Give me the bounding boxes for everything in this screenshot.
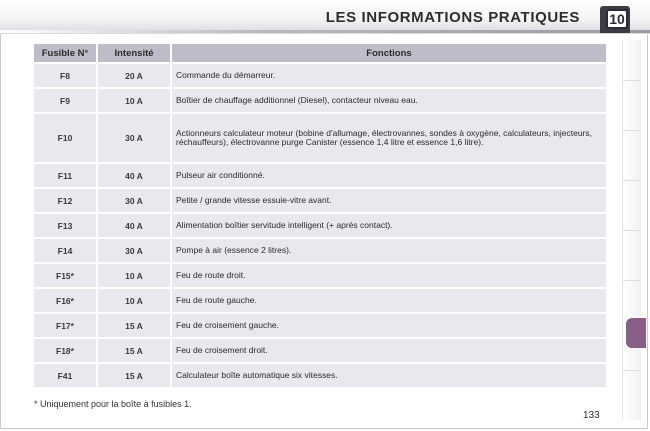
rail-divider (623, 280, 641, 281)
fuse-amperage: 15 A (98, 364, 170, 387)
fuse-function: Feu de route droit. (172, 264, 606, 287)
table-row (34, 189, 606, 212)
table-row (34, 89, 606, 112)
fuse-number: F41 (34, 364, 96, 387)
fuse-function: Feu de route gauche. (172, 289, 606, 312)
fuse-amperage: 20 A (98, 64, 170, 87)
table-header-row (34, 44, 606, 62)
page-title: LES INFORMATIONS PRATIQUES (325, 9, 580, 26)
fuse-function: Actionneurs calculateur moteur (bobine d'allumage, électrovannes, sondes à oxygène, calculateurs, injecteurs, réchauffeurs), électrovanne purge Canister (essence 1,4 litre et essence 1,6 litre). (172, 114, 606, 162)
header-functions: Fonctions (172, 44, 606, 62)
fuse-amperage: 15 A (98, 339, 170, 362)
rail-divider (623, 180, 641, 181)
header-amperage: Intensité (98, 44, 170, 62)
fuse-amperage: 15 A (98, 314, 170, 337)
fuse-amperage: 30 A (98, 239, 170, 262)
fuse-amperage: 10 A (98, 89, 170, 112)
fuse-function: Feu de croisement droit. (172, 339, 606, 362)
chapter-side-tab[interactable] (626, 318, 646, 348)
table-row (34, 64, 606, 87)
table-row (34, 164, 606, 187)
rail-divider (623, 370, 641, 371)
fuse-function: Boîtier de chauffage additionnel (Diesel), contacteur niveau eau. (172, 89, 606, 112)
fuse-amperage: 30 A (98, 189, 170, 212)
side-rail (622, 40, 641, 420)
header-rule (0, 30, 650, 33)
fuse-table (32, 42, 608, 389)
fuse-number: F15* (34, 264, 96, 287)
fuse-function: Alimentation boîtier servitude intelligent (+ après contact). (172, 214, 606, 237)
fuse-number: F9 (34, 89, 96, 112)
table-row (34, 314, 606, 337)
page-number: 133 (583, 410, 600, 421)
rail-divider (623, 230, 641, 231)
fuse-number: F11 (34, 164, 96, 187)
fuse-amperage: 40 A (98, 214, 170, 237)
footnote: * Uniquement pour la boîte à fusibles 1. (34, 399, 192, 409)
fuse-number: F12 (34, 189, 96, 212)
fuse-function: Commande du démarreur. (172, 64, 606, 87)
fuse-amperage: 10 A (98, 289, 170, 312)
fuse-function: Calculateur boîte automatique six vitesses. (172, 364, 606, 387)
table-row (34, 114, 606, 162)
fuse-function: Feu de croisement gauche. (172, 314, 606, 337)
header-fuse: Fusible N° (34, 44, 96, 62)
chapter-number: 10 (606, 9, 628, 29)
fuse-number: F13 (34, 214, 96, 237)
table-row (34, 239, 606, 262)
table-row (34, 264, 606, 287)
fuse-function: Pompe à air (essence 2 litres). (172, 239, 606, 262)
rail-divider (623, 80, 641, 81)
fuse-number: F14 (34, 239, 96, 262)
fuse-number: F18* (34, 339, 96, 362)
fuse-amperage: 30 A (98, 114, 170, 162)
table-row (34, 289, 606, 312)
fuse-number: F17* (34, 314, 96, 337)
fuse-function: Pulseur air conditionné. (172, 164, 606, 187)
table-row (34, 364, 606, 387)
fuse-number: F8 (34, 64, 96, 87)
fuse-amperage: 40 A (98, 164, 170, 187)
rail-divider (623, 130, 641, 131)
table-row (34, 339, 606, 362)
fuse-function: Petite / grande vitesse essuie-vitre avant. (172, 189, 606, 212)
table-row (34, 214, 606, 237)
fuse-number: F16* (34, 289, 96, 312)
fuse-number: F10 (34, 114, 96, 162)
fuse-amperage: 10 A (98, 264, 170, 287)
